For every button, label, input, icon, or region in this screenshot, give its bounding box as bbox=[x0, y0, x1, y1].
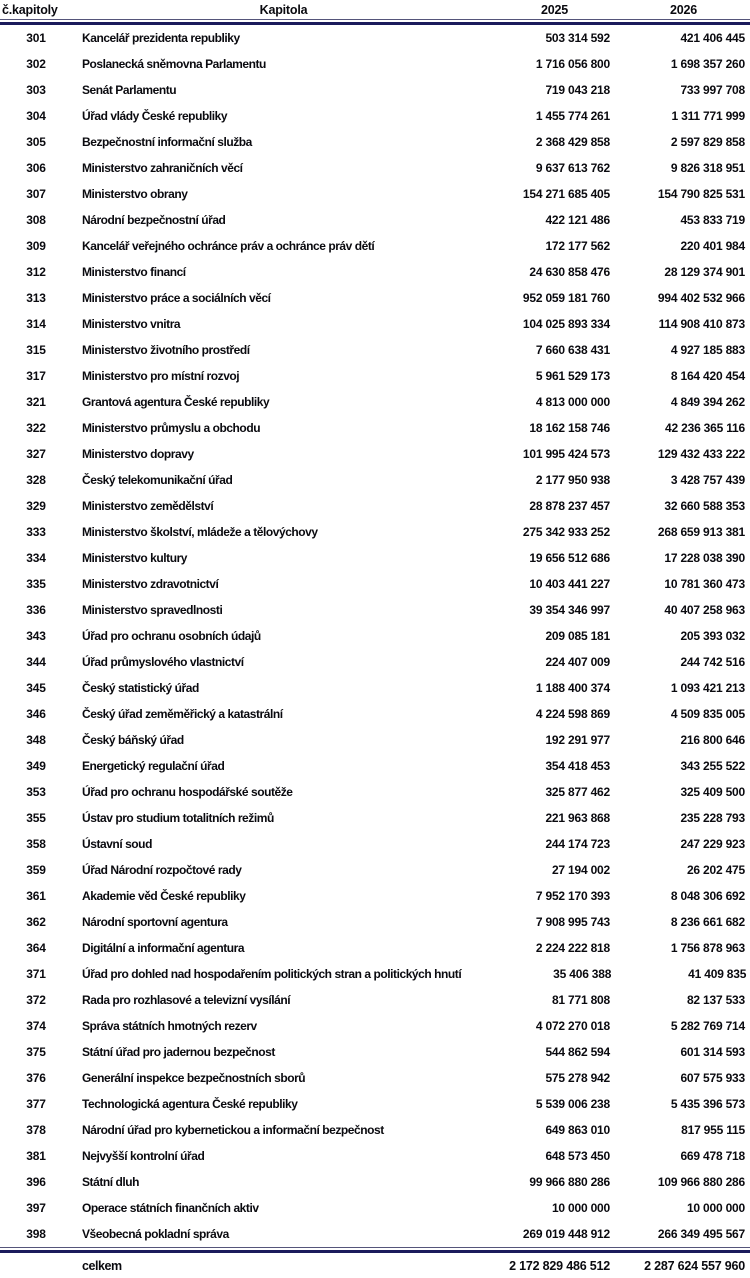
row-value-2026: 3 428 757 439 bbox=[670, 473, 745, 487]
row-chapter-number: 372 bbox=[26, 993, 46, 1007]
row-value-2025: 81 771 808 bbox=[551, 993, 610, 1007]
row-chapter-name: Ministerstvo zemědělství bbox=[82, 499, 214, 513]
table-row bbox=[0, 805, 750, 831]
row-chapter-name: Národní úřad pro kybernetickou a informační bezpečnost bbox=[82, 1123, 384, 1137]
table-row bbox=[0, 519, 750, 545]
row-chapter-number: 315 bbox=[26, 343, 46, 357]
row-chapter-name: Správa státních hmotných rezerv bbox=[82, 1019, 257, 1033]
row-value-2025: 224 407 009 bbox=[545, 655, 610, 669]
row-value-2026: 235 228 793 bbox=[680, 811, 745, 825]
row-chapter-name: Národní bezpečnostní úřad bbox=[82, 213, 226, 227]
row-value-2026: 40 407 258 963 bbox=[664, 603, 745, 617]
row-chapter-number: 359 bbox=[26, 863, 46, 877]
row-chapter-number: 371 bbox=[26, 967, 46, 981]
row-value-2026: 17 228 038 390 bbox=[664, 551, 745, 565]
row-value-2025: 209 085 181 bbox=[545, 629, 610, 643]
row-chapter-name: Státní úřad pro jadernou bezpečnost bbox=[82, 1045, 275, 1059]
row-value-2026: 220 401 984 bbox=[680, 239, 745, 253]
row-chapter-number: 321 bbox=[26, 395, 46, 409]
table-row bbox=[0, 389, 750, 415]
table-row bbox=[0, 753, 750, 779]
row-chapter-name: Nejvyšší kontrolní úřad bbox=[82, 1149, 205, 1163]
row-value-2026: 733 997 708 bbox=[680, 83, 745, 97]
row-value-2025: 7 908 995 743 bbox=[535, 915, 610, 929]
row-chapter-number: 378 bbox=[26, 1123, 46, 1137]
row-value-2026: 154 790 825 531 bbox=[657, 187, 745, 201]
row-chapter-number: 353 bbox=[26, 785, 46, 799]
table-row bbox=[0, 883, 750, 909]
row-chapter-number: 333 bbox=[26, 525, 46, 539]
row-value-2025: 1 188 400 374 bbox=[535, 681, 610, 695]
row-value-2026: 607 575 933 bbox=[680, 1071, 745, 1085]
table-row bbox=[0, 1013, 750, 1039]
table-row bbox=[0, 1221, 750, 1247]
row-chapter-number: 345 bbox=[26, 681, 46, 695]
table-row bbox=[0, 961, 750, 987]
row-value-2026: 2 597 829 858 bbox=[670, 135, 745, 149]
table-row bbox=[0, 77, 750, 103]
row-value-2025: 4 072 270 018 bbox=[535, 1019, 610, 1033]
row-value-2025: 1 716 056 800 bbox=[535, 57, 610, 71]
header-chapter-number: č.kapitoly bbox=[2, 2, 58, 17]
row-chapter-name: Ministerstvo spravedlnosti bbox=[82, 603, 223, 617]
row-chapter-name: Kancelář prezidenta republiky bbox=[82, 31, 240, 45]
row-chapter-name: Ministerstvo školství, mládeže a tělovýchovy bbox=[82, 525, 318, 539]
row-value-2026: 9 826 318 951 bbox=[670, 161, 745, 175]
table-row bbox=[0, 987, 750, 1013]
row-value-2025: 544 862 594 bbox=[545, 1045, 610, 1059]
row-value-2025: 952 059 181 760 bbox=[522, 291, 610, 305]
row-chapter-name: Grantová agentura České republiky bbox=[82, 395, 270, 409]
row-value-2025: 4 813 000 000 bbox=[535, 395, 610, 409]
row-chapter-name: Poslanecká sněmovna Parlamentu bbox=[82, 57, 266, 71]
row-chapter-number: 376 bbox=[26, 1071, 46, 1085]
row-value-2026: 4 509 835 005 bbox=[670, 707, 745, 721]
table-row bbox=[0, 1065, 750, 1091]
table-body bbox=[0, 25, 750, 1247]
row-value-2026: 343 255 522 bbox=[680, 759, 745, 773]
row-value-2025: 99 966 880 286 bbox=[529, 1175, 610, 1189]
table-row bbox=[0, 1117, 750, 1143]
table-row bbox=[0, 857, 750, 883]
footer-total-2026: 2 287 624 557 960 bbox=[644, 1259, 745, 1273]
row-value-2026: 129 432 433 222 bbox=[657, 447, 745, 461]
row-chapter-number: 314 bbox=[26, 317, 46, 331]
table-row bbox=[0, 51, 750, 77]
row-value-2025: 9 637 613 762 bbox=[535, 161, 610, 175]
row-chapter-number: 302 bbox=[26, 57, 46, 71]
table-row bbox=[0, 1143, 750, 1169]
row-chapter-name: Rada pro rozhlasové a televizní vysílání bbox=[82, 993, 291, 1007]
row-chapter-number: 397 bbox=[26, 1201, 46, 1215]
row-chapter-name: Úřad průmyslového vlastnictví bbox=[82, 655, 244, 669]
row-chapter-number: 306 bbox=[26, 161, 46, 175]
row-chapter-name: Senát Parlamentu bbox=[82, 83, 177, 97]
row-chapter-name: Ministerstvo obrany bbox=[82, 187, 188, 201]
table-row bbox=[0, 493, 750, 519]
row-value-2025: 575 278 942 bbox=[545, 1071, 610, 1085]
row-chapter-name: Úřad pro dohled nad hospodařením politických stran a politických hnutí bbox=[82, 967, 462, 981]
row-value-2026: 5 435 396 573 bbox=[670, 1097, 745, 1111]
row-chapter-number: 322 bbox=[26, 421, 46, 435]
row-chapter-number: 375 bbox=[26, 1045, 46, 1059]
row-value-2026: 216 800 646 bbox=[680, 733, 745, 747]
table-row bbox=[0, 155, 750, 181]
row-value-2025: 503 314 592 bbox=[545, 31, 610, 45]
row-value-2025: 354 418 453 bbox=[545, 759, 610, 773]
row-chapter-name: Ministerstvo vnitra bbox=[82, 317, 181, 331]
row-value-2026: 1 093 421 213 bbox=[670, 681, 745, 695]
row-value-2025: 192 291 977 bbox=[545, 733, 610, 747]
table-row bbox=[0, 1091, 750, 1117]
row-chapter-name: Ústavní soud bbox=[82, 837, 152, 851]
header-year-2026: 2026 bbox=[669, 2, 697, 17]
row-chapter-number: 313 bbox=[26, 291, 46, 305]
row-value-2025: 7 660 638 431 bbox=[535, 343, 610, 357]
row-value-2025: 325 877 462 bbox=[545, 785, 610, 799]
row-chapter-name: Úřad Národní rozpočtové rady bbox=[82, 863, 242, 877]
row-value-2026: 4 927 185 883 bbox=[670, 343, 745, 357]
table-row bbox=[0, 181, 750, 207]
row-value-2026: 601 314 593 bbox=[680, 1045, 745, 1059]
footer-divider-thin-line bbox=[0, 1247, 750, 1248]
table-row bbox=[0, 363, 750, 389]
row-chapter-number: 329 bbox=[26, 499, 46, 513]
row-chapter-number: 305 bbox=[26, 135, 46, 149]
row-value-2025: 2 177 950 938 bbox=[535, 473, 610, 487]
row-value-2025: 5 539 006 238 bbox=[535, 1097, 610, 1111]
row-value-2026: 10 781 360 473 bbox=[664, 577, 745, 591]
row-chapter-number: 344 bbox=[26, 655, 46, 669]
row-chapter-name: Český úřad zeměměřický a katastrální bbox=[82, 707, 283, 721]
row-value-2026: 26 202 475 bbox=[686, 863, 745, 877]
row-value-2025: 221 963 868 bbox=[545, 811, 610, 825]
row-value-2026: 5 282 769 714 bbox=[670, 1019, 745, 1033]
row-value-2026: 268 659 913 381 bbox=[657, 525, 745, 539]
table-row bbox=[0, 415, 750, 441]
table-row bbox=[0, 571, 750, 597]
table-row bbox=[0, 259, 750, 285]
row-chapter-number: 317 bbox=[26, 369, 46, 383]
row-chapter-number: 374 bbox=[26, 1019, 46, 1033]
header-year-2025: 2025 bbox=[540, 2, 568, 17]
table-row bbox=[0, 727, 750, 753]
row-chapter-name: Ministerstvo průmyslu a obchodu bbox=[82, 421, 261, 435]
row-chapter-name: Generální inspekce bezpečnostních sborů bbox=[82, 1071, 306, 1085]
header-chapter-name: Kapitola bbox=[259, 2, 308, 17]
row-value-2025: 10 403 441 227 bbox=[529, 577, 610, 591]
row-chapter-number: 355 bbox=[26, 811, 46, 825]
row-value-2026: 8 164 420 454 bbox=[670, 369, 745, 383]
row-chapter-name: Ministerstvo kultury bbox=[82, 551, 188, 565]
table-row bbox=[0, 311, 750, 337]
row-chapter-name: Státní dluh bbox=[82, 1175, 140, 1189]
table-row bbox=[0, 207, 750, 233]
row-chapter-number: 312 bbox=[26, 265, 46, 279]
row-value-2026: 109 966 880 286 bbox=[657, 1175, 745, 1189]
row-value-2026: 669 478 718 bbox=[680, 1149, 745, 1163]
table-row bbox=[0, 129, 750, 155]
row-chapter-name: Ústav pro studium totalitních režimů bbox=[82, 811, 274, 825]
row-chapter-name: Všeobecná pokladní správa bbox=[82, 1227, 229, 1241]
row-chapter-number: 334 bbox=[26, 551, 46, 565]
row-value-2026: 325 409 500 bbox=[680, 785, 745, 799]
row-chapter-number: 327 bbox=[26, 447, 46, 461]
row-chapter-number: 362 bbox=[26, 915, 46, 929]
row-value-2026: 205 393 032 bbox=[680, 629, 745, 643]
row-value-2026: 244 742 516 bbox=[680, 655, 745, 669]
row-chapter-number: 304 bbox=[26, 109, 46, 123]
table-footer-row bbox=[0, 1253, 750, 1278]
row-chapter-name: Akademie věd České republiky bbox=[82, 889, 246, 903]
row-chapter-name: Bezpečnostní informační služba bbox=[82, 135, 252, 149]
row-chapter-name: Kancelář veřejného ochránce práv a ochránce práv dětí bbox=[82, 239, 375, 253]
row-value-2025: 7 952 170 393 bbox=[535, 889, 610, 903]
row-chapter-number: 303 bbox=[26, 83, 46, 97]
row-chapter-number: 307 bbox=[26, 187, 46, 201]
row-chapter-number: 348 bbox=[26, 733, 46, 747]
row-chapter-name: Úřad pro ochranu osobních údajů bbox=[82, 629, 261, 643]
table-row bbox=[0, 1039, 750, 1065]
row-chapter-number: 377 bbox=[26, 1097, 46, 1111]
table-row bbox=[0, 779, 750, 805]
row-value-2026: 8 048 306 692 bbox=[670, 889, 745, 903]
row-chapter-name: Ministerstvo zahraničních věcí bbox=[82, 161, 243, 175]
row-value-2026: 10 000 000 bbox=[686, 1201, 745, 1215]
row-value-2025: 2 224 222 818 bbox=[535, 941, 610, 955]
row-value-2026: 421 406 445 bbox=[680, 31, 745, 45]
row-chapter-name: Český statistický úřad bbox=[82, 681, 199, 695]
table-row bbox=[0, 623, 750, 649]
row-value-2025: 275 342 933 252 bbox=[522, 525, 610, 539]
table-row bbox=[0, 545, 750, 571]
footer-total-2025: 2 172 829 486 512 bbox=[509, 1259, 610, 1273]
row-value-2026: 453 833 719 bbox=[680, 213, 745, 227]
row-chapter-number: 398 bbox=[26, 1227, 46, 1241]
table-row bbox=[0, 103, 750, 129]
row-chapter-name: Ministerstvo zdravotnictví bbox=[82, 577, 219, 591]
table-row bbox=[0, 909, 750, 935]
row-chapter-name: Ministerstvo životního prostředí bbox=[82, 343, 250, 357]
table-row bbox=[0, 675, 750, 701]
row-chapter-number: 364 bbox=[26, 941, 46, 955]
row-chapter-number: 381 bbox=[26, 1149, 46, 1163]
row-chapter-number: 349 bbox=[26, 759, 46, 773]
row-value-2025: 18 162 158 746 bbox=[529, 421, 610, 435]
row-value-2026: 247 229 923 bbox=[680, 837, 745, 851]
row-chapter-name: Digitální a informační agentura bbox=[82, 941, 245, 955]
row-chapter-number: 396 bbox=[26, 1175, 46, 1189]
row-value-2026: 994 402 532 966 bbox=[657, 291, 745, 305]
footer-divider-thick-line bbox=[0, 1250, 750, 1253]
table-row bbox=[0, 285, 750, 311]
row-chapter-name: Ministerstvo pro místní rozvoj bbox=[82, 369, 240, 383]
row-chapter-number: 361 bbox=[26, 889, 46, 903]
row-value-2026: 41 409 835 bbox=[688, 967, 747, 981]
row-value-2025: 1 455 774 261 bbox=[535, 109, 610, 123]
row-chapter-name: Operace státních finančních aktiv bbox=[82, 1201, 259, 1215]
row-value-2025: 648 573 450 bbox=[545, 1149, 610, 1163]
table-row bbox=[0, 25, 750, 51]
table-row bbox=[0, 233, 750, 259]
table-row bbox=[0, 441, 750, 467]
row-value-2026: 4 849 394 262 bbox=[670, 395, 745, 409]
row-value-2026: 82 137 533 bbox=[686, 993, 745, 1007]
row-chapter-number: 358 bbox=[26, 837, 46, 851]
row-chapter-number: 335 bbox=[26, 577, 46, 591]
row-chapter-number: 346 bbox=[26, 707, 46, 721]
row-value-2026: 1 698 357 260 bbox=[670, 57, 745, 71]
table-row bbox=[0, 597, 750, 623]
table-row bbox=[0, 1195, 750, 1221]
table-row bbox=[0, 701, 750, 727]
row-value-2026: 266 349 495 567 bbox=[657, 1227, 745, 1241]
row-value-2025: 35 406 388 bbox=[553, 967, 612, 981]
row-chapter-name: Český báňský úřad bbox=[82, 733, 184, 747]
row-value-2026: 1 756 878 963 bbox=[670, 941, 745, 955]
row-value-2026: 32 660 588 353 bbox=[664, 499, 745, 513]
row-value-2025: 649 863 010 bbox=[545, 1123, 610, 1137]
row-value-2025: 101 995 424 573 bbox=[522, 447, 610, 461]
row-value-2025: 19 656 512 686 bbox=[529, 551, 610, 565]
row-value-2025: 10 000 000 bbox=[551, 1201, 610, 1215]
table-row bbox=[0, 1169, 750, 1195]
row-chapter-number: 308 bbox=[26, 213, 46, 227]
row-chapter-name: Úřad vlády České republiky bbox=[82, 109, 228, 123]
row-chapter-number: 301 bbox=[26, 31, 46, 45]
row-value-2025: 172 177 562 bbox=[545, 239, 610, 253]
row-chapter-number: 343 bbox=[26, 629, 46, 643]
row-value-2025: 24 630 858 476 bbox=[529, 265, 610, 279]
row-value-2025: 104 025 893 334 bbox=[522, 317, 610, 331]
table-row bbox=[0, 935, 750, 961]
row-value-2026: 817 955 115 bbox=[681, 1123, 745, 1137]
header-divider-thin-line bbox=[0, 19, 750, 20]
row-chapter-name: Český telekomunikační úřad bbox=[82, 473, 233, 487]
row-chapter-name: Ministerstvo práce a sociálních věcí bbox=[82, 291, 271, 305]
row-value-2026: 42 236 365 116 bbox=[665, 421, 745, 435]
row-chapter-number: 336 bbox=[26, 603, 46, 617]
row-chapter-number: 309 bbox=[26, 239, 46, 253]
row-value-2026: 1 311 771 999 bbox=[671, 109, 745, 123]
row-chapter-name: Energetický regulační úřad bbox=[82, 759, 225, 773]
row-chapter-name: Ministerstvo financí bbox=[82, 265, 186, 279]
row-value-2026: 114 908 410 873 bbox=[658, 317, 745, 331]
row-chapter-name: Národní sportovní agentura bbox=[82, 915, 228, 929]
row-value-2025: 27 194 002 bbox=[551, 863, 610, 877]
row-value-2025: 269 019 448 912 bbox=[522, 1227, 610, 1241]
table-row bbox=[0, 337, 750, 363]
row-value-2025: 2 368 429 858 bbox=[535, 135, 610, 149]
row-value-2026: 8 236 661 682 bbox=[670, 915, 745, 929]
row-value-2025: 719 043 218 bbox=[545, 83, 610, 97]
header-divider-thick-line bbox=[0, 22, 750, 25]
row-value-2025: 422 121 486 bbox=[545, 213, 610, 227]
table-row bbox=[0, 467, 750, 493]
row-chapter-number: 328 bbox=[26, 473, 46, 487]
row-chapter-name: Ministerstvo dopravy bbox=[82, 447, 194, 461]
row-value-2025: 28 878 237 457 bbox=[529, 499, 610, 513]
row-value-2026: 28 129 374 901 bbox=[664, 265, 745, 279]
table-row bbox=[0, 649, 750, 675]
row-value-2025: 39 354 346 997 bbox=[529, 603, 610, 617]
row-value-2025: 5 961 529 173 bbox=[535, 369, 610, 383]
header-divider bbox=[0, 19, 750, 25]
row-chapter-name: Technologická agentura České republiky bbox=[82, 1097, 298, 1111]
row-value-2025: 244 174 723 bbox=[545, 837, 610, 851]
table-header-row bbox=[0, 0, 750, 19]
row-value-2025: 154 271 685 405 bbox=[522, 187, 610, 201]
footer-divider bbox=[0, 1247, 750, 1253]
table-row bbox=[0, 831, 750, 857]
row-chapter-name: Úřad pro ochranu hospodářské soutěže bbox=[82, 785, 293, 799]
footer-total-label: celkem bbox=[82, 1259, 122, 1273]
row-value-2025: 4 224 598 869 bbox=[535, 707, 610, 721]
